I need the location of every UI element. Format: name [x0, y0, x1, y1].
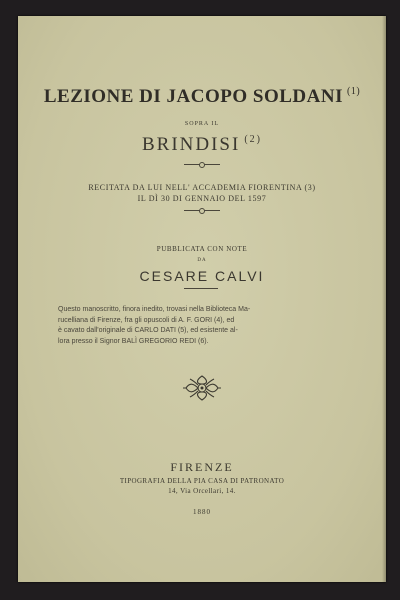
book-title-text: LEZIONE DI JACOPO SOLDANI — [43, 86, 343, 107]
recitation-line-2: IL DÌ 30 DI GENNAIO DEL 1597 — [137, 194, 267, 203]
book-title-note: (1) — [346, 86, 361, 97]
subject-title — [18, 134, 386, 156]
by-label: DA — [197, 258, 207, 263]
imprint-address: 14, Via Orcellari, 14. — [168, 486, 236, 495]
description-line-2: rucelliana di Firenze, fra gli opuscoli di A. F. GORI (4), ed — [58, 316, 235, 324]
description-paragraph — [58, 305, 346, 347]
description-line-3: è cavato dall'originale di CARLO DATI (5), ed esistente al- — [58, 327, 238, 334]
recitation-note — [18, 182, 386, 204]
author-rule — [184, 288, 218, 289]
book-title — [18, 86, 386, 108]
printer-ornament-icon — [182, 374, 222, 402]
recitation-line-1: RECITATA DA LUI NELL' ACCADEMIA FIORENTINA (3) — [88, 183, 316, 192]
subject-title-note: (2) — [244, 134, 262, 145]
subject-title-text: BRINDISI — [141, 134, 241, 155]
imprint-printer — [18, 477, 386, 496]
imprint-year: 1880 — [193, 508, 211, 516]
title-page — [18, 16, 386, 582]
sopra-label: SOPRA IL — [184, 121, 220, 127]
ornamental-divider-middle — [184, 208, 220, 214]
imprint-city: FIRENZE — [170, 460, 234, 474]
description-line-4: lora presso il Signor BALÌ GREGORIO REDI (6). — [58, 337, 209, 345]
published-label: PUBBLICATA CON NOTE — [156, 245, 248, 253]
ornamental-divider-top — [184, 162, 220, 168]
imprint-printer-name: TIPOGRAFIA DELLA PIA CASA DI PATRONATO — [119, 477, 285, 485]
author-name: CESARE CALVI — [139, 268, 265, 284]
description-line-1: Questo manoscritto, finora inedito, trovasi nella Biblioteca Ma- — [58, 306, 251, 313]
